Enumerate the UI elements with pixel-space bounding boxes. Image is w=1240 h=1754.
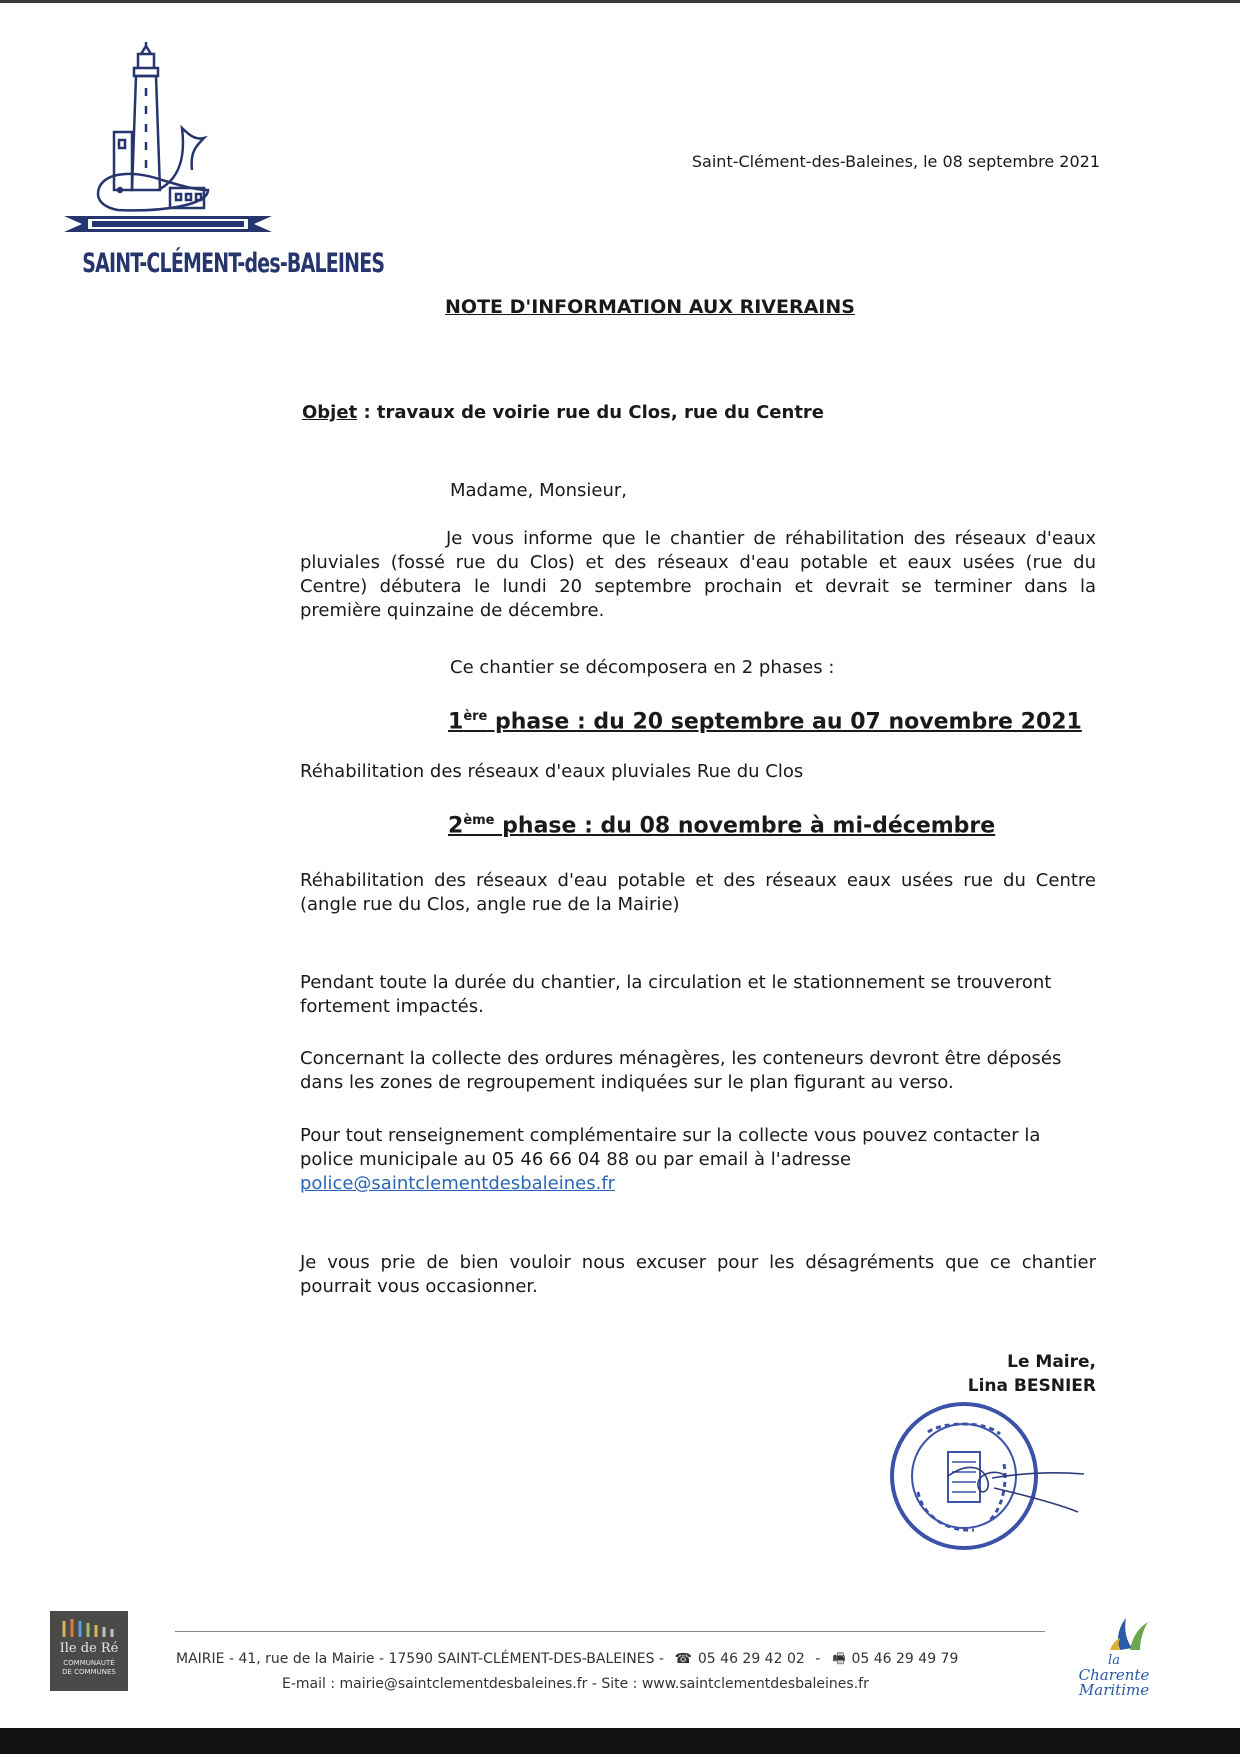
phone-icon: ☎	[674, 1651, 692, 1667]
mayor-role: Le Maire,	[1007, 1352, 1096, 1372]
cm-la: la	[1108, 1653, 1120, 1668]
contact-paragraph	[300, 1124, 1090, 1196]
phases-intro: Ce chantier se décomposera en 2 phases :	[450, 657, 835, 678]
bird-wave-icon	[1066, 1614, 1162, 1654]
phase2-description: Réhabilitation des réseaux d'eau potable et des réseaux eaux usées rue du Centre (angle rue du Clos, angle rue de la Mairie)	[300, 870, 1096, 915]
document-title: NOTE D'INFORMATION AUX RIVERAINS	[445, 296, 855, 318]
lighthouse-whale-icon	[58, 40, 278, 250]
cm-line1: Charente	[1078, 1666, 1150, 1684]
phase1-number: 1	[448, 709, 464, 735]
footer-fax-separator: -	[815, 1651, 821, 1667]
cm-line2: Maritime	[1078, 1681, 1150, 1699]
footer-phone: 05 46 29 42 02	[697, 1651, 805, 1667]
phase2-number: 2	[448, 813, 464, 839]
top-edge-rule	[0, 0, 1240, 3]
waste-paragraph: Concernant la collecte des ordures ménagères, les conteneurs devront être déposés dans les zones de regroupement indiquées sur le plan figurant au verso.	[300, 1048, 1062, 1093]
phase1-title: phase : du 20 septembre au 07 novembre 2021	[487, 709, 1082, 735]
footer-email-line: E-mail : mairie@saintclementdesbaleines.fr - Site : www.saintclementdesbaleines.fr	[282, 1676, 869, 1692]
bottom-edge-band	[0, 1728, 1240, 1754]
subject-line	[302, 402, 1102, 423]
phase2-title: phase : du 08 novembre à mi-décembre	[494, 813, 996, 839]
mairie-stamp	[888, 1392, 1088, 1562]
footer-address-line	[176, 1648, 1056, 1672]
sun-rays-icon	[58, 1617, 120, 1639]
subject-label: Objet	[302, 402, 358, 423]
greeting: Madame, Monsieur,	[450, 480, 628, 501]
mayor-name: Lina BESNIER	[967, 1376, 1096, 1396]
phase2-ordinal: ème	[463, 813, 495, 828]
contact-text: Pour tout renseignement complémentaire sur la collecte vous pouvez contacter la police municipale au 05 46 66 04 88 ou par email à l'adresse	[300, 1125, 1041, 1170]
ile-de-re-logo	[50, 1611, 128, 1691]
ile-logo-name: Ile de Ré	[59, 1641, 119, 1656]
footer-fax: 05 46 29 49 79	[851, 1651, 959, 1667]
date-line: Saint-Clément-des-Baleines, le 08 septembre 2021	[691, 152, 1100, 171]
phase1-heading	[448, 709, 1082, 734]
footer-address: MAIRIE - 41, rue de la Mairie - 17590 SAINT-CLÉMENT-DES-BALEINES -	[176, 1651, 664, 1667]
ile-logo-sub2: DE COMMUNES	[62, 1668, 116, 1676]
phase2-heading	[448, 813, 995, 838]
phase1-ordinal: ère	[463, 709, 488, 724]
footer-rule	[175, 1631, 1045, 1632]
fax-icon: 🖷	[832, 1651, 846, 1667]
subject-text: : travaux de voirie rue du Clos, rue du Centre	[357, 402, 825, 423]
phase1-description: Réhabilitation des réseaux d'eaux pluviales Rue du Clos	[300, 761, 804, 782]
police-email-link[interactable]: police@saintclementdesbaleines.fr	[300, 1173, 616, 1194]
charente-maritime-wordmark	[1066, 1652, 1162, 1698]
intro-paragraph: Je vous informe que le chantier de réhabilitation des réseaux d'eaux pluviales (fossé rue du Clos) et des réseaux d'eau potable et eaux usées (rue du Centre) débutera le lundi 20 septembre prochain et devrait se terminer dans la première quinzaine de décembre.	[300, 528, 1096, 621]
ile-logo-sub1: COMMUNAUTÉ	[63, 1659, 115, 1667]
logo-wordmark: SAINT-CLÉMENT-des-BALEINES	[82, 248, 385, 279]
traffic-paragraph: Pendant toute la durée du chantier, la circulation et le stationnement se trouveront fortement impactés.	[300, 972, 1052, 1017]
apology-paragraph: Je vous prie de bien vouloir nous excuser pour les désagréments que ce chantier pourrait vous occasionner.	[300, 1252, 1096, 1297]
charente-maritime-logo	[1066, 1614, 1162, 1699]
signature-block	[860, 1350, 1096, 1398]
ile-logo-subtitle	[50, 1659, 128, 1677]
municipal-logo	[58, 40, 385, 300]
